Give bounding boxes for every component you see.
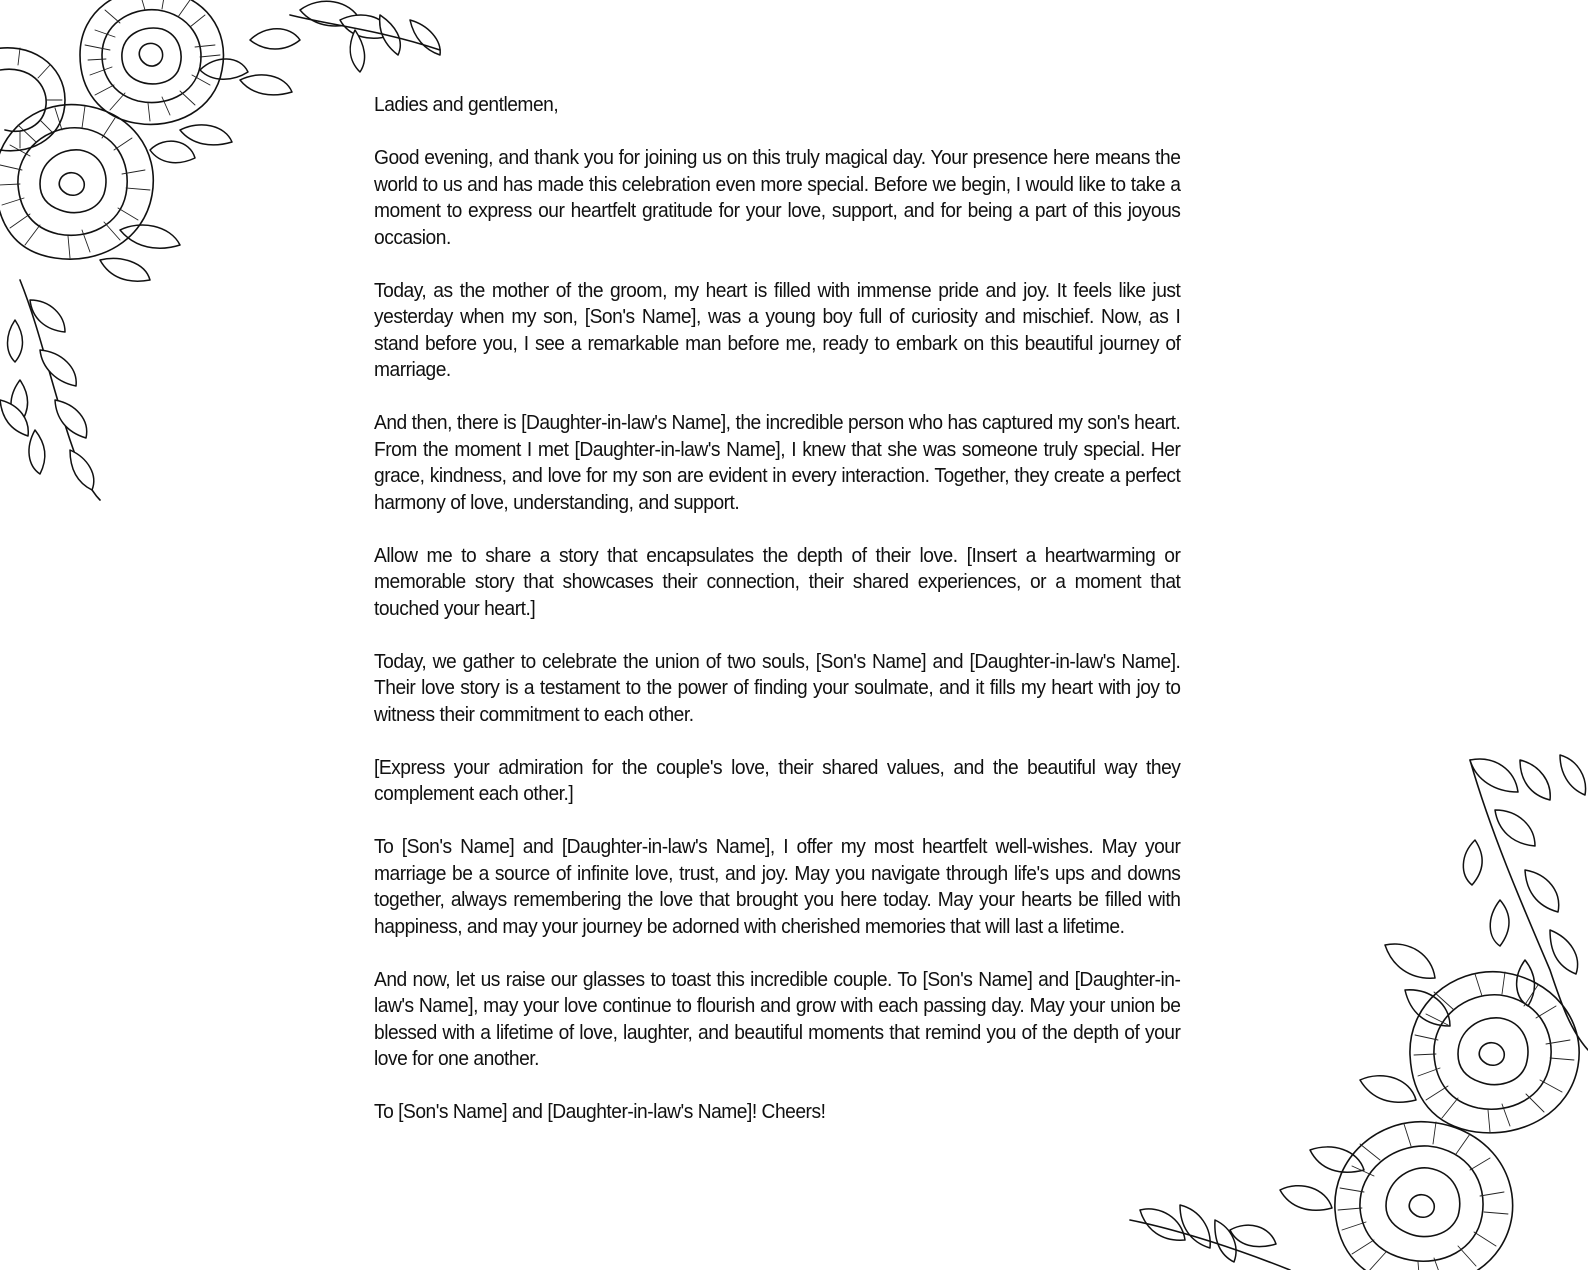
letter-paragraph: [Express your admiration for the couple's love, their shared values, and the beautiful way they complement each other.]	[374, 756, 1181, 805]
letter-paragraph: To [Son's Name] and [Daughter-in-law's Name], I offer my most heartfelt well-wishes. May your marriage be a source of infinite love, trust, and joy. May you navigate through life's ups and downs together, always remembering the love that brought you here today. May your hearts be filled with happiness, and may your journey be adorned with cherished memories that will last a lifetime.	[374, 836, 1181, 938]
letter-paragraph: Today, we gather to celebrate the union of two souls, [Son's Name] and [Daughter-in-law's Name]. Their love story is a testament to the power of finding your soulmate, and it fills my heart with joy to witness their commitment to each other.	[374, 650, 1181, 726]
rose-bouquet-bottom-right-icon	[1120, 750, 1588, 1270]
letter-body	[374, 92, 1180, 1126]
letter-paragraph: And then, there is [Daughter-in-law's Name], the incredible person who has captured my son's heart. From the moment I met [Daughter-in-law's Name], I knew that she was someone truly special. Her grace, kindness, and love for my son are evident in every interaction. Together, they create a perfect harmony of love, understanding, and support.	[374, 412, 1181, 514]
letter-closing: To [Son's Name] and [Daughter-in-law's Name]! Cheers!	[374, 1101, 826, 1123]
letter-paragraph: Good evening, and thank you for joining us on this truly magical day. Your presence here means the world to us and has made this celebration even more special. Before we begin, I would like to take a moment to express our heartfelt gratitude for your love, support, and for being a part of this joyous occasion.	[374, 147, 1181, 249]
letter-paragraph: Today, as the mother of the groom, my heart is filled with immense pride and joy. It feels like just yesterday when my son, [Son's Name], was a young boy full of curiosity and mischief. Now, as I stand before you, I see a remarkable man before me, ready to embark on this beautiful journey of marriage.	[374, 279, 1181, 381]
letter-greeting: Ladies and gentlemen,	[374, 94, 559, 116]
letter-paragraph: And now, let us raise our glasses to toast this incredible couple. To [Son's Name] and [Daughter-in-law's Name], may your love continue to flourish and grow with each passing day. May your union be blessed with a lifetime of love, laughter, and beautiful moments that remind you of the depth of your love for one another.	[374, 968, 1181, 1070]
letter-paragraph: Allow me to share a story that encapsulates the depth of their love. [Insert a heartwarming or memorable story that showcases their connection, their shared experiences, or a moment that touched your heart.]	[374, 544, 1181, 620]
